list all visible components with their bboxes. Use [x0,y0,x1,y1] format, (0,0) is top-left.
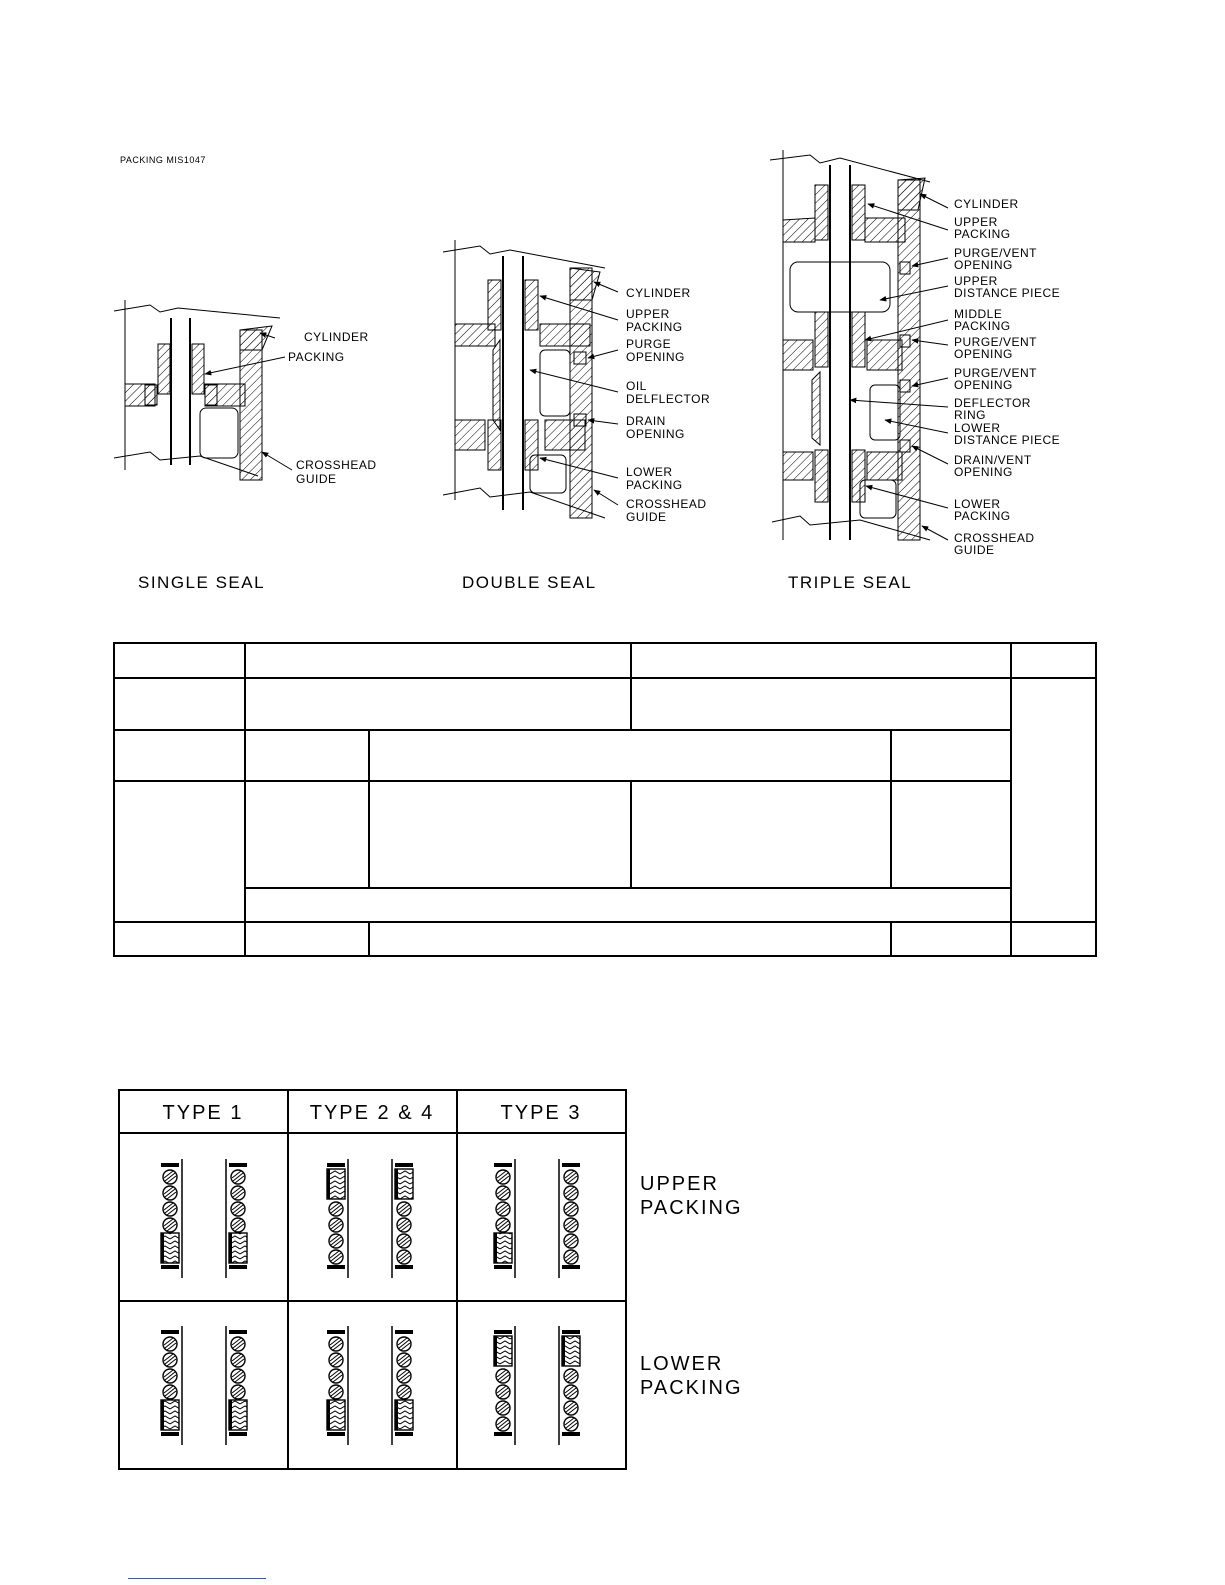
packing-stack [494,1326,515,1445]
type-1-header: TYPE 1 [162,1102,244,1124]
triple-callout-opening-4: OPENING [954,465,1013,479]
triple-callout-deflector: DEFLECTOR [954,396,1031,410]
triple-callout-opening-1: OPENING [954,258,1013,272]
double-callout-crosshead: CROSSHEAD [626,497,707,511]
double-callout-cylinder: CYLINDER [626,286,691,300]
triple-callout-purge-vent-2: PURGE/VENT [954,335,1038,349]
packing-stack [327,1326,348,1445]
double-seal-drawing [443,240,618,518]
triple-callout-upper-distance: DISTANCE PIECE [954,286,1061,300]
packing-stack [226,1159,247,1278]
upper-packing-label-line1: UPPER [640,1173,719,1195]
lower-packing-label-line2: PACKING [640,1377,743,1399]
triple-callout-opening-3: OPENING [954,378,1013,392]
triple-callout-purge-vent-3: PURGE/VENT [954,366,1038,380]
packing-stack [226,1326,247,1445]
lower-packing-label-line1: LOWER [640,1353,724,1375]
double-callout-guide: GUIDE [626,510,667,524]
type-2-4-header: TYPE 2 & 4 [309,1102,435,1124]
double-callout-purge: PURGE [626,337,672,351]
packing-stack [392,1159,413,1278]
single-callout-packing: PACKING [288,350,345,364]
double-callout-purge-opening: OPENING [626,350,685,364]
double-seal-caption: DOUBLE SEAL [462,573,597,592]
packing-type-table [119,1090,626,1469]
double-callout-lower-packing: PACKING [626,478,683,492]
double-callout-drain-opening: OPENING [626,427,685,441]
triple-callout-middle-packing: PACKING [954,319,1011,333]
type-3-header: TYPE 3 [500,1102,582,1124]
upper-packing-label-line2: PACKING [640,1197,743,1219]
triple-callout-drain-vent: DRAIN/VENT [954,453,1032,467]
triple-callout-purge-vent-1: PURGE/VENT [954,246,1038,260]
triple-callout-lower-2: LOWER [954,497,1001,511]
triple-seal-drawing [770,150,948,540]
triple-callout-cylinder: CYLINDER [954,197,1019,211]
single-callout-cylinder: CYLINDER [304,330,369,344]
packing-stack [392,1326,413,1445]
single-callout-crosshead: CROSSHEAD [296,458,377,472]
triple-callout-upper-2: UPPER [954,274,998,288]
packing-stack [559,1159,580,1278]
double-callout-delflector: DELFLECTOR [626,392,711,406]
footer-link-underline [128,1578,266,1579]
triple-callout-crosshead: CROSSHEAD [954,531,1035,545]
triple-callout-upper-packing: PACKING [954,227,1011,241]
triple-callout-lower-distance: DISTANCE PIECE [954,433,1061,447]
triple-callout-opening-2: OPENING [954,347,1013,361]
packing-stack [494,1159,515,1278]
packing-stack [327,1159,348,1278]
triple-callout-guide: GUIDE [954,543,995,557]
packing-stack [559,1326,580,1445]
triple-callout-lower: LOWER [954,421,1001,435]
double-callout-upper: UPPER [626,307,670,321]
packing-stack [161,1159,182,1278]
single-seal-caption: SINGLE SEAL [138,573,266,592]
triple-callout-ring: RING [954,408,986,422]
single-seal-drawing [114,300,292,480]
double-callout-upper-packing: PACKING [626,320,683,334]
triple-callout-lower-packing: PACKING [954,509,1011,523]
blank-form-grid [114,643,1096,956]
triple-callout-middle: MIDDLE [954,307,1003,321]
doc-label: PACKING MIS1047 [120,155,206,165]
single-callout-guide: GUIDE [296,472,337,486]
double-callout-drain: DRAIN [626,414,666,428]
double-callout-oil: OIL [626,379,647,393]
triple-seal-caption: TRIPLE SEAL [788,573,913,592]
triple-callout-upper: UPPER [954,215,998,229]
double-callout-lower: LOWER [626,465,673,479]
packing-stack [161,1326,182,1445]
